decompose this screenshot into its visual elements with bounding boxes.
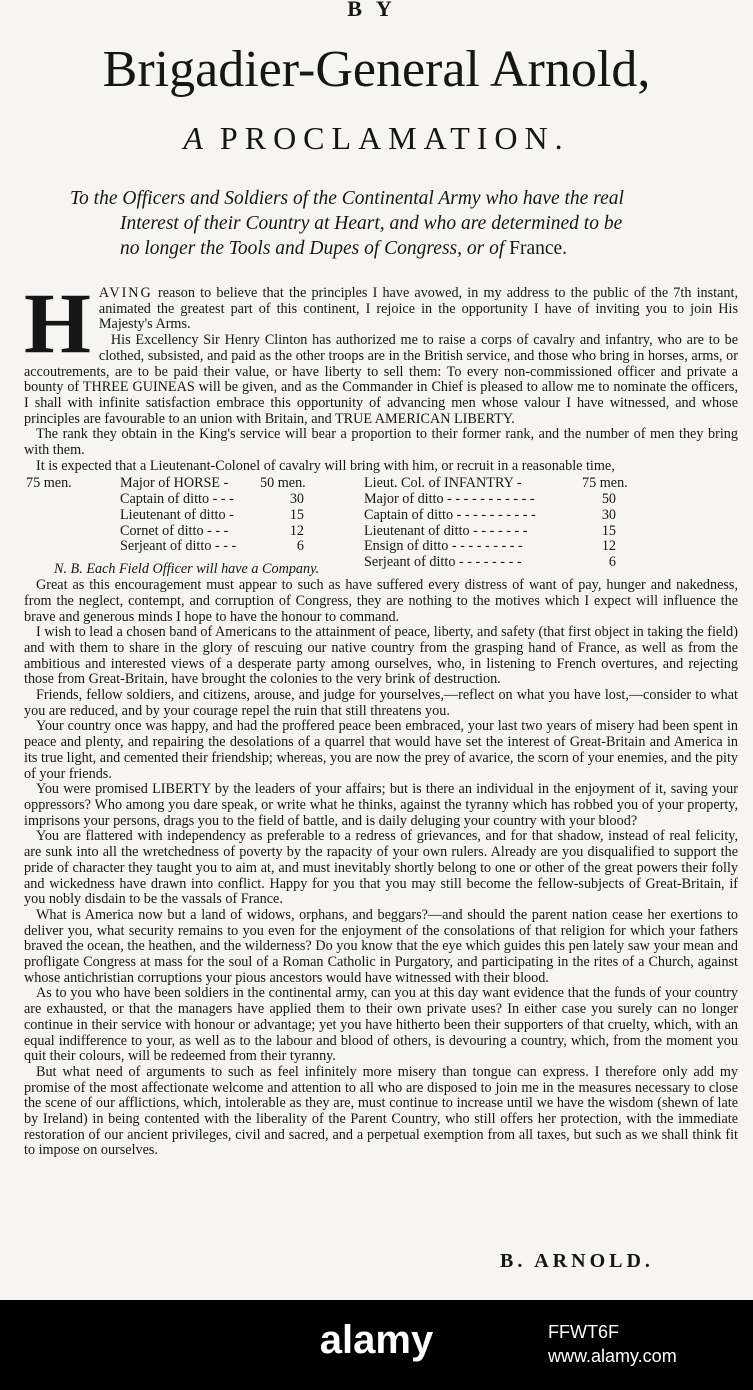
- rank-value: 15: [289, 506, 304, 523]
- rank-label: Serjeant of ditto - - - - - - - -: [364, 553, 522, 570]
- watermark-url: www.alamy.com: [548, 1346, 677, 1366]
- address-line-3: [120, 236, 753, 261]
- rank-value: 15: [601, 522, 616, 539]
- paragraph-soldiers: As to you who have been soldiers in the continental army, can you at this day want evidence that the funds of your country are exhausted, or that the managers have applied them to their own private uses? In either case you surely can no longer continue in their service with honour or advantage; yet you have hitherto been their supporters of that cruelty, which, with an equal indifference to your, as well as to the labour and blood of others, is devouring a country, which, from the moment you quit their colours, will be redeemed from their tyranny.: [24, 985, 738, 1065]
- rank-label: Captain of ditto - - - - - - - - - -: [364, 506, 536, 523]
- field-officer-note: N. B. Each Field Officer will have a Company.: [54, 561, 320, 578]
- table-row: [120, 476, 304, 492]
- table-row: [364, 555, 616, 571]
- by-heading: BY: [347, 0, 406, 21]
- table-row: [120, 508, 304, 524]
- paragraph-great-encouragement: Great as this encouragement must appear to such as have suffered every distress of want of pay, hunger and nakedness, from the neglect, contempt, and corruption of Congress, they are nothing to the motives which I expect will influence the brave and generous minds I hope to have the honour to command.: [24, 577, 738, 625]
- rank-label: Cornet of ditto - - -: [120, 522, 229, 539]
- watermark-logo: alamy: [319, 1318, 434, 1362]
- rank-value: 30: [289, 491, 304, 508]
- paragraph-what-is-america: What is America now but a land of widows, orphans, and beggars?—and should the parent nation cease her exertions to deliver you, what security remains to you even for the enjoyment of the consolations of that religion for which your fathers braved the ocean, the heathen, and the wilderness? Do you know that the eye which guides this pen lately saw your mean and profligate Congress at mass for the soul of a Roman Catholic in Purgatory, and participating in the rites of a Church, against whose antichristian corruptions your pious ancestors would have witnessed with their blood.: [24, 906, 738, 986]
- rank-label: Lieutenant of ditto - - - - - - -: [364, 522, 528, 539]
- rank-value: 6: [296, 538, 304, 555]
- infantry-column: [364, 475, 628, 570]
- paragraph-chosen-band: I wish to lead a chosen band of Americans to the attainment of peace, liberty, and safety (that first object in taking the field) and with them to share in the glory of rescuing our native country from the grasping hand of France, as well as from the ambitious and interested views of a desperate party among ourselves, who, in listening to French overtures, and rejecting those from Great-Britain, have brought the colonies to the very brink of destruction.: [24, 624, 738, 688]
- rank-label: Lieut. Col. of INFANTRY -: [364, 475, 522, 492]
- paragraph-friends-arouse: Friends, fellow soldiers, and citizens, arouse, and judge for yourselves,—reflect on what you have lost,—consider to what you are reduced, and by your courage repel the ruin that still threatens you.: [24, 687, 738, 719]
- rank-label: Ensign of ditto - - - - - - - - -: [364, 538, 523, 555]
- rank-label: Captain of ditto - - -: [120, 491, 234, 508]
- proclamation-heading: [0, 120, 753, 157]
- rank-label: Major of ditto - - - - - - - - - - -: [364, 491, 535, 508]
- table-row: [364, 492, 616, 508]
- proclamation-article: A: [183, 120, 205, 156]
- rank-value: 50 men.: [260, 475, 306, 492]
- paragraph-2: His Excellency Sir Henry Clinton has authorized me to raise a corps of cavalry and infantry, who are to be clothed, subsisted, and paid as the other troops are in the British service, and those who bring in horses, arms, or accoutrements, are to be paid their value, or have liberty to sell them: To every non-commissioned officer and private a bounty of THREE GUINEAS will be given, and as the Commander in Chief is pleased to allow me to nominate the officers, I shall with infinite satisfaction embrace this opportunity of advancing men whose valour I have witnessed, and whose principles are favourable to an union with Britain, and TRUE AMERICAN LIBERTY.: [24, 332, 738, 427]
- table-row: [364, 524, 616, 540]
- address-line-3-text: no longer the Tools and Dupes of Congress, or of: [120, 238, 505, 259]
- drop-cap: H: [24, 275, 91, 371]
- title-name: Brigadier-General Arnold,: [102, 41, 651, 98]
- paragraph-1-text: reason to believe that the principles I have avowed, in my address to the public of the 7th instant, animated the greatest part of this continent, I rejoice in the opportunity I have of inviting you to join His Majesty's Arms.: [98, 285, 738, 333]
- paragraph-promised-liberty: You were promised LIBERTY by the leaders of your affairs; but is there an individual in the enjoyment of it, saving your oppressors? Who among you dare speak, or write what he thinks, against the tyranny which has robbed you of your property, imprisons your persons, drags you to the field of battle, and is daily deluging your country with your blood?: [24, 781, 738, 829]
- table-row: [364, 475, 628, 492]
- paragraph-arguments: But what need of arguments to such as feel infinitely more misery than tongue can express. I therefore only add my promise of the most affectionate welcome and attention to all who are disposed to join me in the measures necessary to close the scene of our afflictions, which, intolerable as they are, must continue to increase until we have the wisdom (shewn of late by Ireland) in being contented with the liberality of the Parent Country, who still offers her protection, with the immediate restoration of our ancient privileges, civil and sacred, and a perpetual exemption from all taxes, but such as we shall think fit to impose on ourselves.: [24, 1063, 738, 1159]
- watermark-image-id: FFWT6F: [548, 1322, 619, 1342]
- proclamation-body: [24, 275, 738, 1159]
- rank-value: 50: [601, 491, 616, 508]
- table-row: [120, 539, 304, 555]
- address-france: France.: [509, 238, 568, 259]
- rank-label: Serjeant of ditto - - -: [120, 538, 237, 555]
- watermark: [0, 1300, 753, 1390]
- table-row: [364, 508, 616, 524]
- paragraph-independency: You are flattered with independency as preferable to a redress of grievances, and for that shadow, instead of real felicity, are sunk into all the wretchedness of poverty by the rapacity of your own rulers. Already are you disqualified to support the pride of character they taught you to aim at, and must inevitably shortly belong to one or other of the great powers their folly and wickedness have drawn into conflict. Happy for you that you may still become the fellow-subjects of Great-Britain, if you nobly disdain to be the vassals of France.: [24, 828, 738, 908]
- paragraph-1-lead: AVING: [98, 285, 153, 301]
- paragraph-3: The rank they obtain in the King's service will bear a proportion to their former rank, and the number of men they bring with them.: [24, 426, 738, 459]
- paragraph-4: It is expected that a Lieutenant-Colonel of cavalry will bring with him, or recruit in a reasonable time,: [36, 457, 615, 474]
- rank-value: 12: [601, 538, 616, 555]
- lt-col-cavalry-quota: [26, 476, 72, 492]
- paragraph-country-happy: Your country once was happy, and had the proffered peace been embraced, your last two years of misery had been spent in peace and plenty, and repairing the desolations of a quarrel that would have set the interest of Great-Britain and America in its true light, and cemented their friendship; whereas, you are now the prey of avarice, the scorn of your enemies, and the pity of your friends.: [24, 718, 738, 782]
- proclamation-word: PROCLAMATION.: [219, 120, 570, 156]
- rank-value: 12: [289, 522, 304, 539]
- rank-value: 6: [608, 553, 616, 570]
- signature: B. ARNOLD.: [500, 1250, 654, 1272]
- table-row: [120, 492, 304, 508]
- rank-value: 75 men.: [582, 475, 628, 492]
- horse-column: [120, 476, 304, 554]
- table-row: [364, 539, 616, 555]
- lt-col-cavalry-value: 75 men.: [26, 475, 72, 492]
- rank-label: Lieutenant of ditto -: [120, 506, 234, 523]
- rank-value: 30: [601, 506, 616, 523]
- table-row: [120, 524, 304, 540]
- address-line-2: Interest of their Country at Heart, and who are determined to be: [120, 213, 623, 234]
- paragraph-1: [24, 275, 738, 371]
- address-line-1: To the Officers and Soldiers of the Continental Army who have the real: [70, 188, 624, 209]
- rank-label: Major of HORSE -: [120, 475, 229, 492]
